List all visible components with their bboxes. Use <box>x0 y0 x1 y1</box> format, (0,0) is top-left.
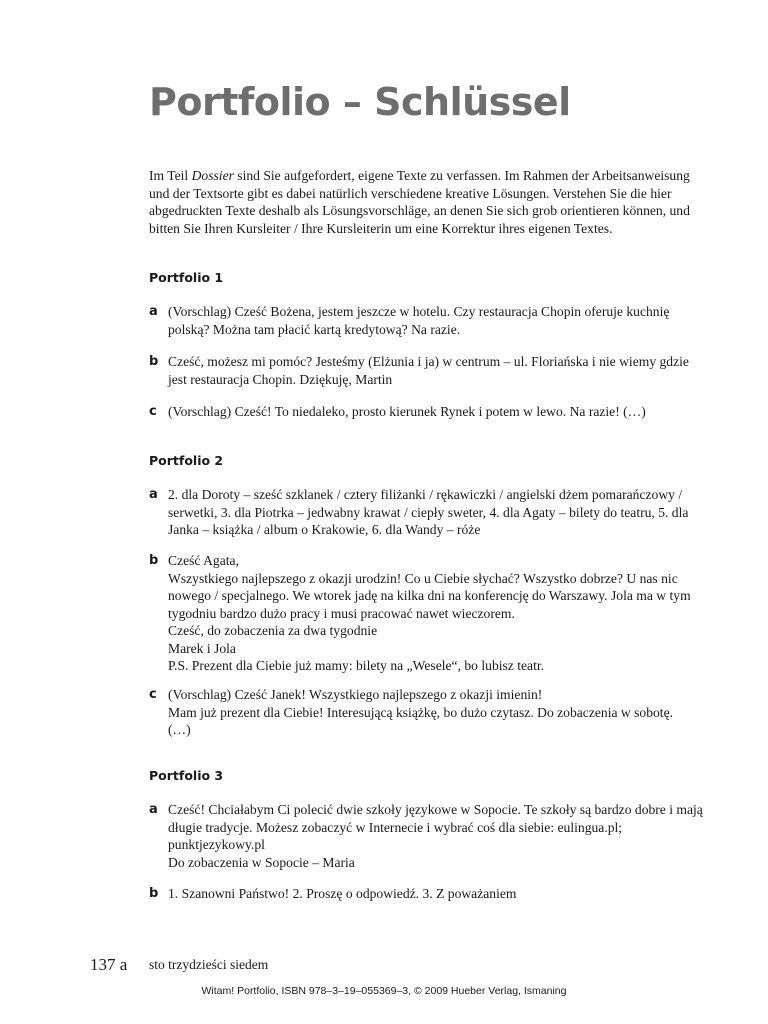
item-line: Wszystkiego najlepszego z okazji urodzin! Co u Ciebie słychać? Wszystko dobrze? U nas nic nowego / specjalnego. We wtorek jadę na kilka dni na konferencję do Warszawy. Jola ma w tym tygodniu bardzo dużo pracy i musi pracować nawet wieczorem. <box>168 570 691 621</box>
item-letter: a <box>149 802 158 817</box>
portfolio-3-item-b <box>149 885 709 903</box>
item-line: Cześć Agata, <box>168 553 239 568</box>
portfolio-3-item-a <box>149 801 709 871</box>
portfolio-1-item-a <box>149 303 709 338</box>
intro-paragraph <box>149 167 709 237</box>
item-letter: a <box>149 304 158 319</box>
item-letter: c <box>149 687 157 702</box>
item-line: Cześć! Chciałabym Ci polecić dwie szkoły językowe w Sopocie. Te szkoły są bardzo dobre i mają długie tradycje. Możesz zobaczyć w Internecie i wybrać coś dla siebie: eulingua.pl; punktjezykowy.pl <box>168 802 703 852</box>
item-line: P.S. Prezent dla Ciebie już mamy: bilety na „Wesele“, bo lubisz teatr. <box>168 658 545 673</box>
page-title: Portfolio – Schlüssel <box>149 80 571 124</box>
item-letter: b <box>149 886 159 901</box>
intro-text-start: Im Teil <box>149 168 192 183</box>
item-letter: c <box>149 404 157 419</box>
portfolio-2-item-b <box>149 552 709 675</box>
page-number-words: sto trzydzieści siedem <box>149 957 269 972</box>
section-heading-portfolio-3: Portfolio 3 <box>149 768 224 783</box>
item-line: Do zobaczenia w Sopocie – Maria <box>168 854 355 870</box>
item-line: (…) <box>168 722 191 737</box>
portfolio-1-item-c <box>149 403 709 421</box>
page-number: 137 a <box>90 955 128 974</box>
section-heading-portfolio-2: Portfolio 2 <box>149 453 224 468</box>
footer-copyright: Witam! Portfolio, ISBN 978–3–19–055369–3, © 2009 Hueber Verlag, Ismaning <box>201 985 567 997</box>
item-line: (Vorschlag) Cześć! To niedaleko, prosto kierunek Rynek i potem w lewo. Na razie! (…) <box>168 404 646 419</box>
intro-text-rest: sind Sie aufgefordert, eigene Texte zu verfassen. Im Rahmen der Arbeitsanweisung und der Textsorte gibt es dabei natürlich verschiedene kreative Lösungen. Verstehen Sie die hier abgedruckten Texte deshalb als Lösungsvorschläge, an denen Sie sich grob orientieren können, und bitten Sie Ihren Kursleiter / Ihre Kursleiterin um eine Korrektur ihres eigenen Textes. <box>149 168 690 236</box>
item-line: Cześć, możesz mi pomóc? Jesteśmy (Elżunia i ja) w centrum – ul. Floriańska i nie wiemy gdzie jest restauracja Chopin. Dziękuję, Martin <box>168 354 689 387</box>
section-heading-portfolio-1: Portfolio 1 <box>149 270 224 285</box>
item-line: 1. Szanowni Państwo! 2. Proszę o odpowiedź. 3. Z poważaniem <box>168 886 517 901</box>
portfolio-1-item-b <box>149 353 709 388</box>
item-letter: b <box>149 553 159 568</box>
item-line: 2. dla Doroty – sześć szklanek / cztery filiżanki / rękawiczki / angielski dżem pomarańczowy / serwetki, 3. dla Piotrka – jedwabny krawat / ciepły sweter, 4. dla Agaty – bilety do teatru, 5. dla Janka – książka / album o Krakowie, 6. dla Wandy – róże <box>168 487 689 537</box>
item-line: Mam już prezent dla Ciebie! Interesującą książkę, bo dużo czytasz. Do zobaczenia w sobotę. <box>168 704 674 720</box>
item-letter: a <box>149 487 158 502</box>
item-line: Cześć, do zobaczenia za dwa tygodnie <box>168 623 378 638</box>
item-letter: b <box>149 354 159 369</box>
portfolio-2-item-a <box>149 486 709 539</box>
item-line: (Vorschlag) Cześć Bożena, jestem jeszcze w hotelu. Czy restauracja Chopin oferuje kuchnię polską? Można tam płacić kartą kredytową? Na razie. <box>168 304 670 337</box>
item-line: Marek i Jola <box>168 640 236 656</box>
intro-dossier-term: Dossier <box>191 168 234 183</box>
item-line: (Vorschlag) Cześć Janek! Wszystkiego najlepszego z okazji imienin! <box>168 687 543 702</box>
portfolio-2-item-c <box>149 686 709 739</box>
